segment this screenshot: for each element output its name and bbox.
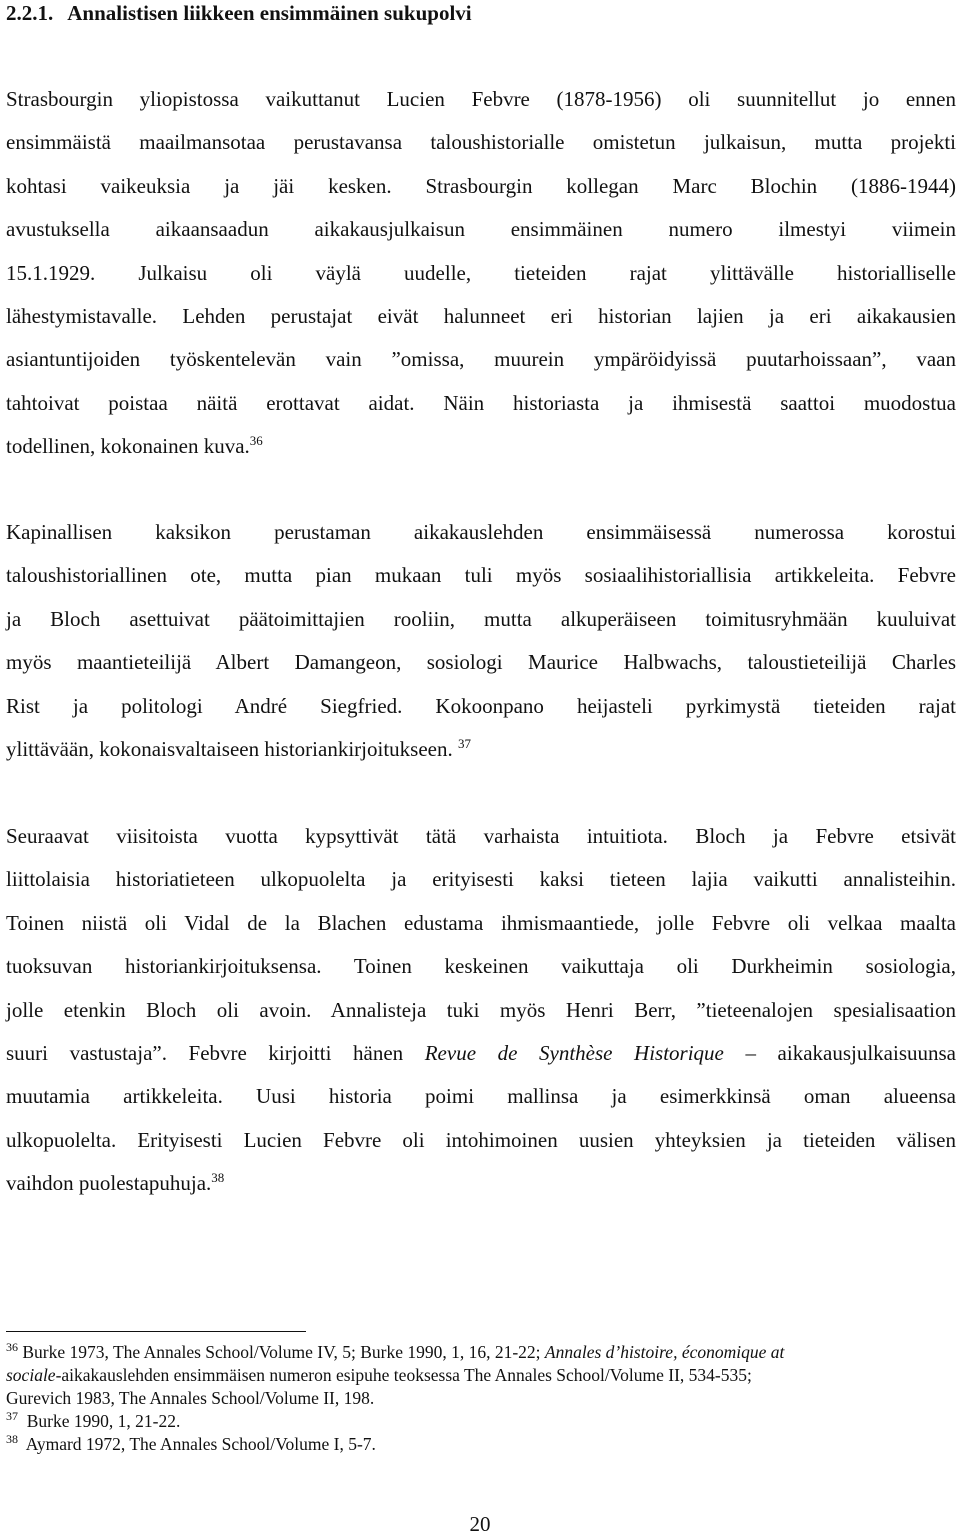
footnote-number: 37 xyxy=(6,1409,18,1424)
footnote-line xyxy=(6,1433,956,1456)
footnote-37 xyxy=(6,1410,956,1433)
paragraph-line: myös maantieteilijä Albert Damangeon, sosiologi Maurice Halbwachs, taloustieteilijä Charles xyxy=(6,650,956,675)
paragraph-line: 15.1.1929. Julkaisu oli väylä uudelle, tieteiden rajat ylittävälle historialliselle xyxy=(6,260,956,285)
footnote-italic: Annales d’histoire, économique at xyxy=(544,1342,785,1362)
paragraph-line: ensimmäistä maailmansotaa perustavansa taloushistorialle omistetun julkaisun, mutta projekti xyxy=(6,130,956,155)
paragraph-line-text: ylittävään, kokonaisvaltaiseen historiankirjoitukseen. xyxy=(6,737,453,762)
footnote-ref-37[interactable]: 37 xyxy=(457,736,471,752)
paragraph-line: ulkopuolelta. Erityisesti Lucien Febvre oli intohimoinen uusien yhteyksien ja tieteiden välisen xyxy=(6,1127,956,1152)
paragraph-3 xyxy=(6,815,956,1206)
paragraph-2 xyxy=(6,511,956,771)
paragraph-line: kohtasi vaikeuksia ja jäi kesken. Strasbourgin kollegan Marc Blochin (1886-1944) xyxy=(6,173,956,198)
page-number: 20 xyxy=(469,1512,491,1536)
paragraph-line: lähestymistavalle. Lehden perustajat eivät halunneet eri historian lajien ja eri aikakausien xyxy=(6,304,956,329)
paragraph-1 xyxy=(6,78,956,469)
footnote-ref-38[interactable]: 38 xyxy=(211,1170,225,1186)
paragraph-line-text: todellinen, kokonainen kuva. xyxy=(6,434,250,459)
paragraph-line: jolle etenkin Bloch oli avoin. Annalisteja tuki myös Henri Berr, ”tieteenalojen spesialisaation xyxy=(6,997,956,1022)
paragraph-line: taloushistoriallinen ote, mutta pian mukaan tuli myös sosiaalihistoriallisia artikkeleita. Febvre xyxy=(6,563,956,588)
paragraph-line xyxy=(6,728,956,771)
footnote-line xyxy=(6,1364,956,1387)
footnote-36 xyxy=(6,1341,956,1410)
footnote-italic: sociale xyxy=(6,1365,56,1385)
paragraph-line: Toinen niistä oli Vidal de la Blachen edustama ihmismaantiede, jolle Febvre oli velkaa maalta xyxy=(6,910,956,935)
paragraph-line: asiantuntijoiden työskentelevän vain ”omissa, muurein ympäröidyissä puutarhoissaan”, vaan xyxy=(6,347,956,372)
footnote-number: 38 xyxy=(6,1432,18,1447)
section-title: Annalistisen liikkeen ensimmäinen sukupolvi xyxy=(67,1,472,25)
journal-title: Revue de Synthèse Historique xyxy=(424,1041,724,1066)
paragraph-line: ja Bloch asettuivat päätoimittajien rooliin, mutta alkuperäiseen toimitusryhmään kuuluivat xyxy=(6,606,956,631)
paragraph-line: avustuksella aikaansaadun aikakausjulkaisun ensimmäinen numero ilmestyi viimein xyxy=(6,217,956,242)
paragraph-line-text: suuri vastustaja”. Febvre kirjoitti hänen xyxy=(6,1041,425,1066)
footnote-divider xyxy=(6,1331,306,1332)
footnote-text: Burke 1973, The Annales School/Volume IV, 5; Burke 1990, 1, 16, 21-22; xyxy=(22,1342,545,1362)
footnote-text: Aymard 1972, The Annales School/Volume I, 5-7. xyxy=(25,1434,376,1454)
paragraph-line: tuoksuvan historiankirjoituksensa. Toinen keskeinen vaikuttaja oli Durkheimin sosiologia, xyxy=(6,954,956,979)
footnote-line xyxy=(6,1410,956,1433)
paragraph-line xyxy=(6,1032,956,1075)
footnote-line xyxy=(6,1341,956,1364)
footnotes xyxy=(6,1341,956,1456)
paragraph-line: Seuraavat viisitoista vuotta kypsyttivät tätä varhaista intuitiota. Bloch ja Febvre etsivät xyxy=(6,824,956,848)
paragraph-line-text: vaihdon puolestapuhuja. xyxy=(6,1171,212,1196)
footnote-text: -aikakauslehden ensimmäisen numeron esipuhe teoksessa The Annales School/Volume II, 534-535; xyxy=(55,1365,752,1385)
footnote-number: 36 xyxy=(6,1340,18,1355)
paragraph-line-text: – aikakausjulkaisuunsa xyxy=(723,1041,957,1066)
section-heading xyxy=(6,0,956,26)
paragraph-line: tahtoivat poistaa näitä erottavat aidat. Näin historiasta ja ihmisestä saattoi muodostua xyxy=(6,390,956,415)
paragraph-line xyxy=(6,425,956,468)
paragraph-line: Strasbourgin yliopistossa vaikuttanut Lucien Febvre (1878-1956) oli suunnitellut jo ennen xyxy=(6,87,956,111)
footnote-line: Gurevich 1983, The Annales School/Volume II, 198. xyxy=(6,1388,375,1408)
footnote-38 xyxy=(6,1433,956,1456)
footnote-text: Burke 1990, 1, 21-22. xyxy=(26,1411,181,1431)
section-number: 2.2.1. xyxy=(6,1,54,25)
paragraph-line xyxy=(6,1162,956,1205)
paragraph-line: muutamia artikkeleita. Uusi historia poimi mallinsa ja esimerkkinsä oman alueensa xyxy=(6,1084,956,1109)
paragraph-line: Rist ja politologi André Siegfried. Kokoonpano heijasteli pyrkimystä tieteiden rajat xyxy=(6,693,956,718)
paragraph-line: liittolaisia historiatieteen ulkopuolelta ja erityisesti kaksi tieteen lajia vaikutti annalisteihin. xyxy=(6,867,956,892)
footnote-ref-36[interactable]: 36 xyxy=(249,433,263,449)
paragraph-line: Kapinallisen kaksikon perustaman aikakauslehden ensimmäisessä numerossa korostui xyxy=(6,520,956,544)
